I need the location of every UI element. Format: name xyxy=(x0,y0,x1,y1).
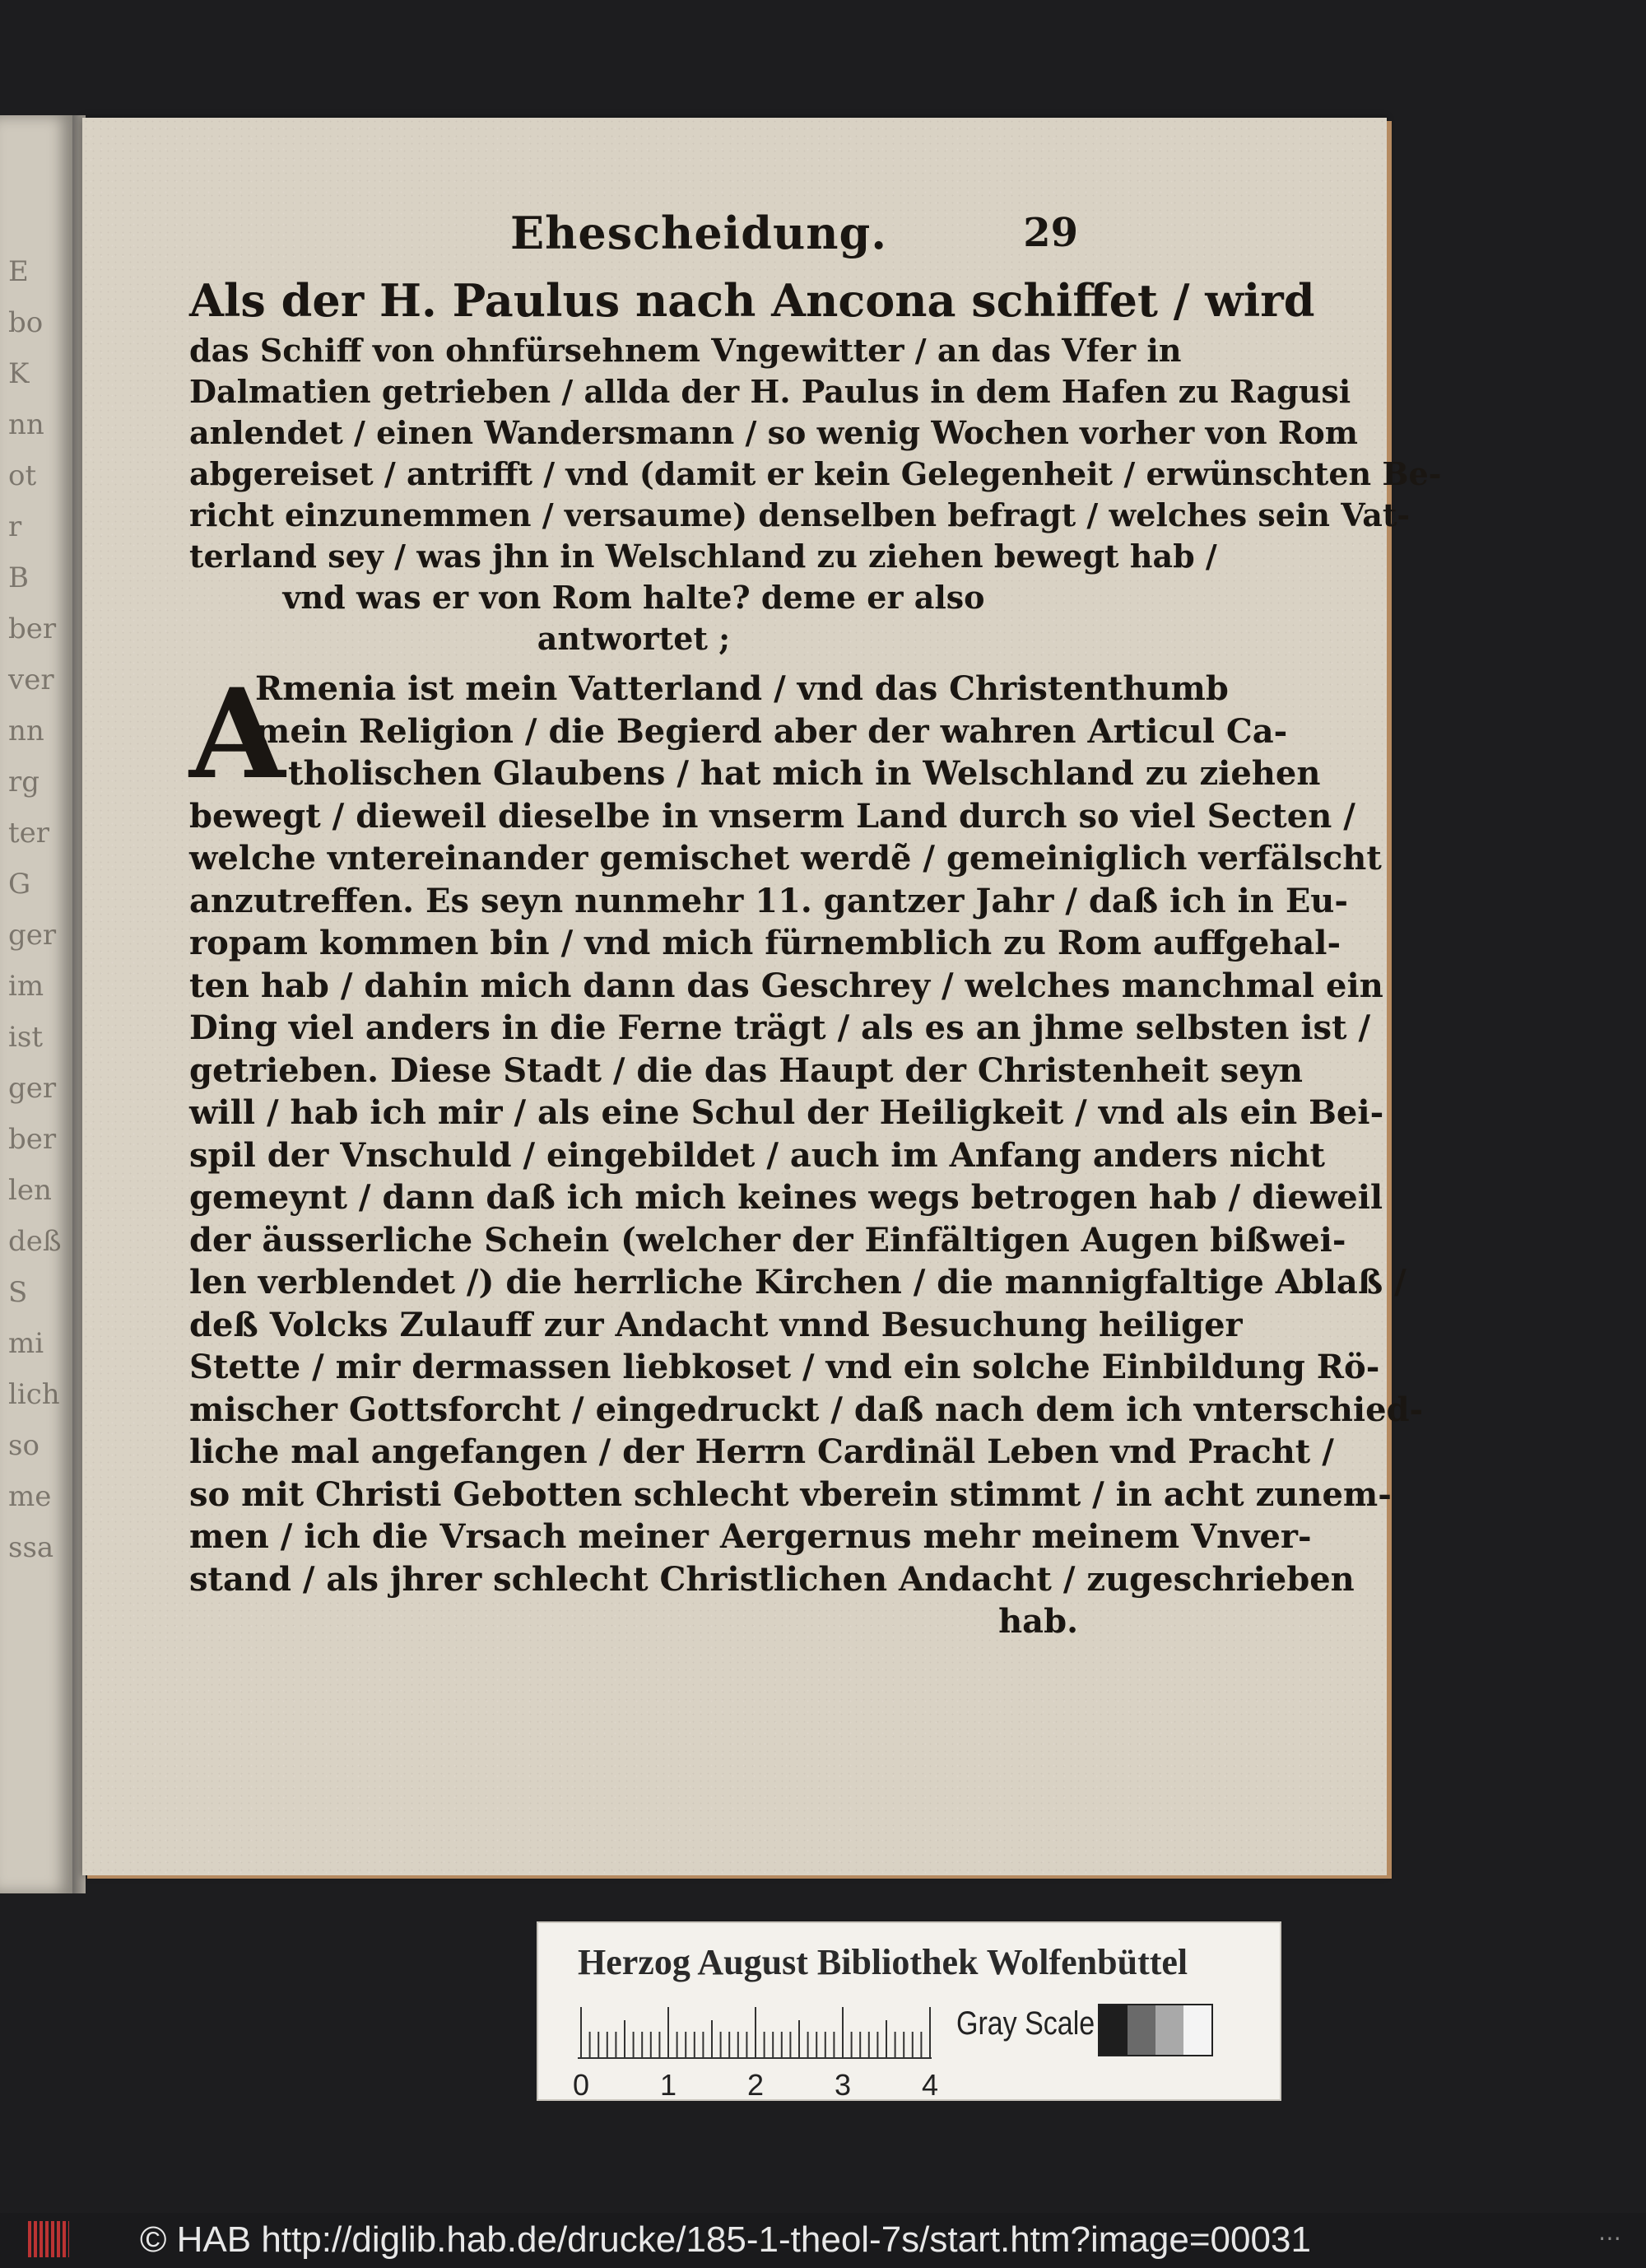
margin-fragment: ist xyxy=(8,1021,43,1054)
running-title: Ehescheidung. xyxy=(510,207,888,259)
margin-fragment: G xyxy=(8,868,31,901)
margin-fragment: K xyxy=(8,357,30,390)
page-text-block xyxy=(189,200,1442,1643)
body-line: so mit Christi Gebotten schlecht vberein stimmt / in acht zunem- xyxy=(189,1474,1392,1514)
running-head xyxy=(189,200,1078,271)
gray-scale-label: Gray Scale xyxy=(956,2005,1095,2042)
more-icon[interactable]: ⋯ xyxy=(1598,2224,1621,2252)
body-line: spil der Vnschuld / eingebildet / auch im Anfang anders nicht xyxy=(189,1135,1326,1175)
left-page-edge xyxy=(0,115,72,1893)
body-line: Ding viel anders in die Ferne trägt / als es an jhme selbsten ist / xyxy=(189,1008,1371,1047)
heading-line: antwortet ; xyxy=(537,620,731,657)
margin-fragment: B xyxy=(8,561,29,594)
chapter-heading xyxy=(189,271,1442,659)
margin-fragment: nn xyxy=(8,715,44,747)
gray-patch xyxy=(1183,2005,1211,2055)
heading-line: abgereiset / antrifft / vnd (damit er kein Gelegenheit / erwünschten Be- xyxy=(189,455,1442,492)
margin-fragment: ber xyxy=(8,1123,57,1156)
body-line: gemeynt / dann daß ich mich keines wegs betrogen hab / dieweil xyxy=(189,1178,1383,1217)
margin-fragment: len xyxy=(8,1174,52,1207)
body-line: welche vntereinander gemischet werdẽ / gemeiniglich verfälscht xyxy=(189,839,1382,878)
copyright-link[interactable]: © HAB http://diglib.hab.de/drucke/185-1-theol-7s/start.htm?image=00031 xyxy=(140,2219,1311,2260)
scanned-page xyxy=(82,118,1442,1875)
body-line: deß Volcks Zulauff zur Andacht vnnd Besuchung heiliger xyxy=(189,1305,1243,1344)
gray-scale-patches xyxy=(1098,2004,1213,2056)
margin-fragment: so xyxy=(8,1429,40,1462)
margin-fragment: me xyxy=(8,1480,52,1513)
body-line: len verblendet /) die herrliche Kirchen / die mannigfaltige Ablaß / xyxy=(189,1263,1407,1302)
margin-fragment: im xyxy=(8,970,44,1003)
ruler-number: 2 xyxy=(747,2068,765,2102)
margin-fragment: ger xyxy=(8,1072,57,1105)
ruler-number: 4 xyxy=(922,2068,939,2102)
ruler-number: 3 xyxy=(835,2068,852,2102)
margin-fragment: ver xyxy=(8,664,54,696)
margin-fragment: bo xyxy=(8,306,44,339)
heading-line: Als der H. Paulus nach Ancona schiffet / wird xyxy=(189,274,1315,327)
body-line: liche mal angefangen / der Herrn Cardinäl Leben vnd Pracht / xyxy=(189,1432,1334,1471)
margin-fragment: mi xyxy=(8,1327,44,1360)
body-line: Stette / mir dermassen liebkoset / vnd ein solche Einbildung Rö- xyxy=(189,1348,1380,1386)
color-scale-card xyxy=(537,1921,1281,2101)
margin-fragment: deß xyxy=(8,1225,62,1258)
body-line: getrieben. Diese Stadt / die das Haupt der Christenheit seyn xyxy=(189,1050,1303,1090)
margin-fragment: ter xyxy=(8,817,50,850)
barcode-icon xyxy=(28,2221,69,2257)
heading-line: terland sey / was jhn in Welschland zu ziehen bewegt hab / xyxy=(189,538,1217,575)
gray-patch xyxy=(1155,2005,1183,2055)
heading-line: anlendet / einen Wandersmann / so wenig Wochen vorher von Rom xyxy=(189,414,1358,451)
heading-line: richt einzunemmen / versaume) denselben befragt / welches sein Vat- xyxy=(189,496,1411,533)
ruler-scale xyxy=(578,2005,932,2060)
body-line: ropam kommen bin / vnd mich fürnemblich zu Rom auffgehal- xyxy=(189,924,1341,962)
margin-fragment: r xyxy=(8,510,22,543)
body-line: stand / als jhrer schlecht Christlichen Andacht / zugeschrieben xyxy=(189,1559,1355,1599)
ruler-number: 0 xyxy=(573,2068,590,2102)
body-line: tholischen Glaubens / hat mich in Welschland zu ziehen xyxy=(288,754,1321,793)
heading-line: vnd was er von Rom halte? deme er also xyxy=(282,579,985,616)
body-line: bewegt / dieweil dieselbe in vnserm Land durch so viel Secten / xyxy=(189,796,1355,836)
margin-fragment: ssa xyxy=(8,1531,54,1564)
body-line: Rmenia ist mein Vatterland / vnd das Christenthumb xyxy=(255,669,1229,708)
page-number: 29 xyxy=(1023,210,1078,256)
margin-fragment: E xyxy=(8,255,29,288)
margin-fragment: nn xyxy=(8,408,44,441)
body-line: men / ich die Vrsach meiner Aergernus mehr meinem Vnver- xyxy=(189,1517,1312,1556)
margin-fragment: ber xyxy=(8,612,57,645)
body-line: mein Religion / die Begierd aber der wahren Articul Ca- xyxy=(255,711,1288,751)
body-paragraph xyxy=(189,662,1424,1643)
heading-line: das Schiff von ohnfürsehnem Vngewitter / an das Vfer in xyxy=(189,332,1182,369)
margin-fragment: ot xyxy=(8,459,37,492)
margin-fragment: rg xyxy=(8,766,40,799)
body-line: hab. xyxy=(998,1602,1078,1641)
drop-initial: A xyxy=(189,662,286,807)
ruler-number: 1 xyxy=(660,2068,677,2102)
body-line: anzutreffen. Es seyn nunmehr 11. gantzer Jahr / daß ich in Eu- xyxy=(189,881,1348,920)
body-line: mischer Gottsforcht / eingedruckt / daß nach dem ich vnterschied- xyxy=(189,1390,1424,1429)
heading-line: Dalmatien getrieben / allda der H. Paulus in dem Hafen zu Ragusi xyxy=(189,373,1351,410)
footer-bar xyxy=(0,2213,1646,2268)
gray-patch xyxy=(1100,2005,1128,2055)
library-name: Herzog August Bibliothek Wolfenbüttel xyxy=(578,1942,1188,1982)
margin-fragment: ger xyxy=(8,919,57,952)
body-line: will / hab ich mir / als eine Schul der Heiligkeit / vnd als ein Bei- xyxy=(189,1093,1384,1132)
body-line: der äusserliche Schein (welcher der Einfältigen Augen bißwei- xyxy=(189,1220,1346,1260)
body-line: ten hab / dahin mich dann das Geschrey / welches manchmal ein xyxy=(189,966,1383,1005)
gray-patch xyxy=(1128,2005,1155,2055)
margin-fragment: lich xyxy=(8,1378,60,1411)
margin-fragment: S xyxy=(8,1276,28,1309)
